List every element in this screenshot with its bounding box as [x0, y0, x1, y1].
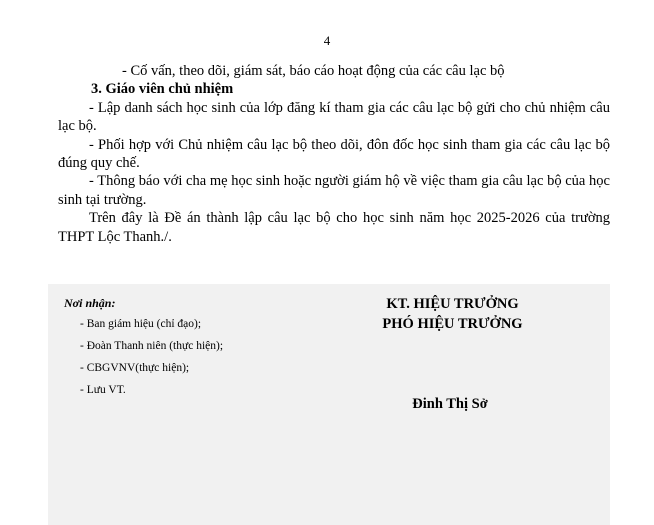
recipient-item: - CBGVNV(thực hiện); [80, 361, 223, 375]
recipients-title: Nơi nhận: [64, 296, 116, 310]
recipient-item: - Ban giám hiệu (chỉ đạo); [80, 317, 223, 331]
duty-item: - Phối hợp với Chủ nhiệm câu lạc bộ theo dõi, đôn đốc học sinh tham gia các câu lạc bộ đúng quy chế. [58, 136, 610, 172]
recipients-list [64, 317, 223, 397]
signature-title: KT. HIỆU TRƯỞNG [386, 296, 519, 312]
recipient-item: - Đoàn Thanh niên (thực hiện); [80, 339, 223, 353]
document-body [58, 62, 610, 246]
duty-item: - Lập danh sách học sinh của lớp đăng kí tham gia các câu lạc bộ gửi cho chủ nhiệm câu lạc bộ. [58, 99, 610, 135]
signer-name: Đinh Thị Sở [412, 396, 488, 412]
duty-item: - Thông báo với cha mẹ học sinh hoặc người giám hộ về việc tham gia câu lạc bộ của học sinh tại trường. [58, 173, 610, 208]
recipients-block [64, 296, 223, 405]
recipient-item: - Lưu VT. [80, 383, 223, 397]
advisor-line: - Cố vấn, theo dõi, giám sát, báo cáo hoạt động của các câu lạc bộ [122, 63, 505, 79]
section-heading: 3. Giáo viên chủ nhiệm [91, 81, 234, 98]
signature-subtitle: PHÓ HIỆU TRƯỞNG [382, 316, 523, 332]
signature-block [370, 294, 535, 334]
page-number: 4 [323, 33, 331, 48]
closing-paragraph: Trên đây là Đề án thành lập câu lạc bộ cho học sinh năm học 2025-2026 của trường THPT Lộc Thanh./. [58, 210, 610, 245]
